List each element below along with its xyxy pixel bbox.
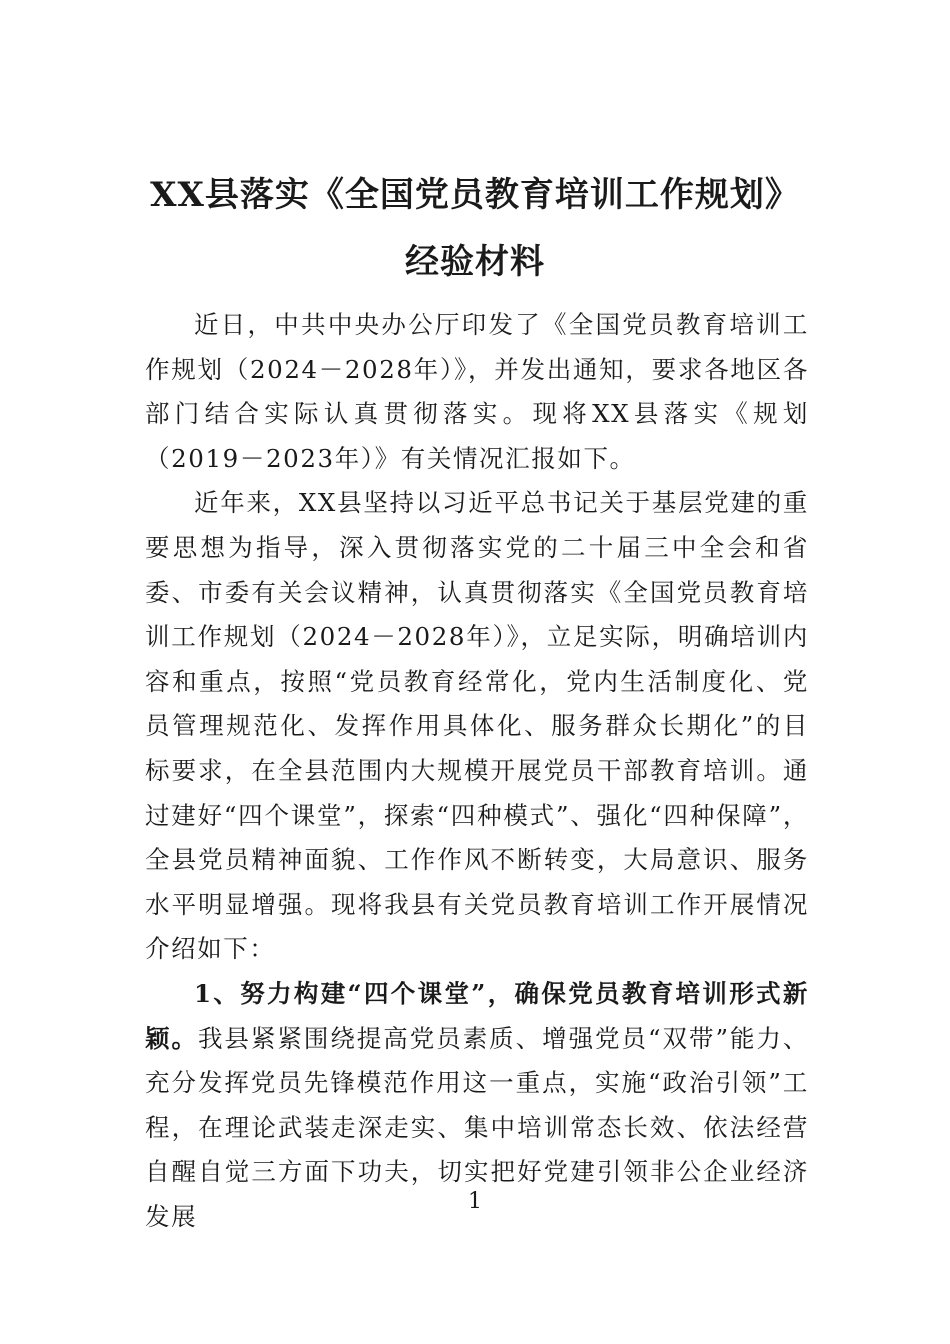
document-body — [145, 303, 809, 1239]
document-title-line-2: 经验材料 — [405, 242, 545, 282]
page-number: 1 — [468, 1189, 482, 1214]
document-title-line-1: XX县落实《全国党员教育培训工作规划》 — [150, 175, 800, 215]
paragraph-overview: 近年来，XX县坚持以习近平总书记关于基层党建的重要思想为指导，深入贯彻落实党的二十届三中全会和省委、市委有关会议精神，认真贯彻落实《全国党员教育培训工作规划（2024－2028年）》，立足实际，明确培训内容和重点，按照“党员教育经常化，党内生活制度化、党员管理规范化、发挥作用具体化、服务群众长期化”的目标要求，在全县范围内大规模开展党员干部教育培训。通过建好“四个课堂”，探索“四种模式”、强化“四种保障”，全县党员精神面貌、工作作风不断转变，大局意识、服务水平明显增强。现将我县有关党员教育培训工作开展情况介绍如下： — [145, 488, 809, 964]
section-1-heading: 1、努力构建“四个课堂”，确保党员教育培训形式新颖。 — [145, 978, 809, 1053]
section-1-text: 我县紧紧围绕提高党员素质、增强党员“双带”能力、充分发挥党员先锋模范作用这一重点，实施“政治引领”工程，在理论武装走深走实、集中培训常态长效、依法经营自醒自觉三方面下功夫，切实把好党建引领非公企业经济发展 — [145, 1023, 809, 1231]
paragraph-intro: 近日，中共中央办公厅印发了《全国党员教育培训工作规划（2024－2028年）》，并发出通知，要求各地区各部门结合实际认真贯彻落实。现将XX县落实《规划（2019－2023年）》有关情况汇报如下。 — [145, 310, 809, 473]
